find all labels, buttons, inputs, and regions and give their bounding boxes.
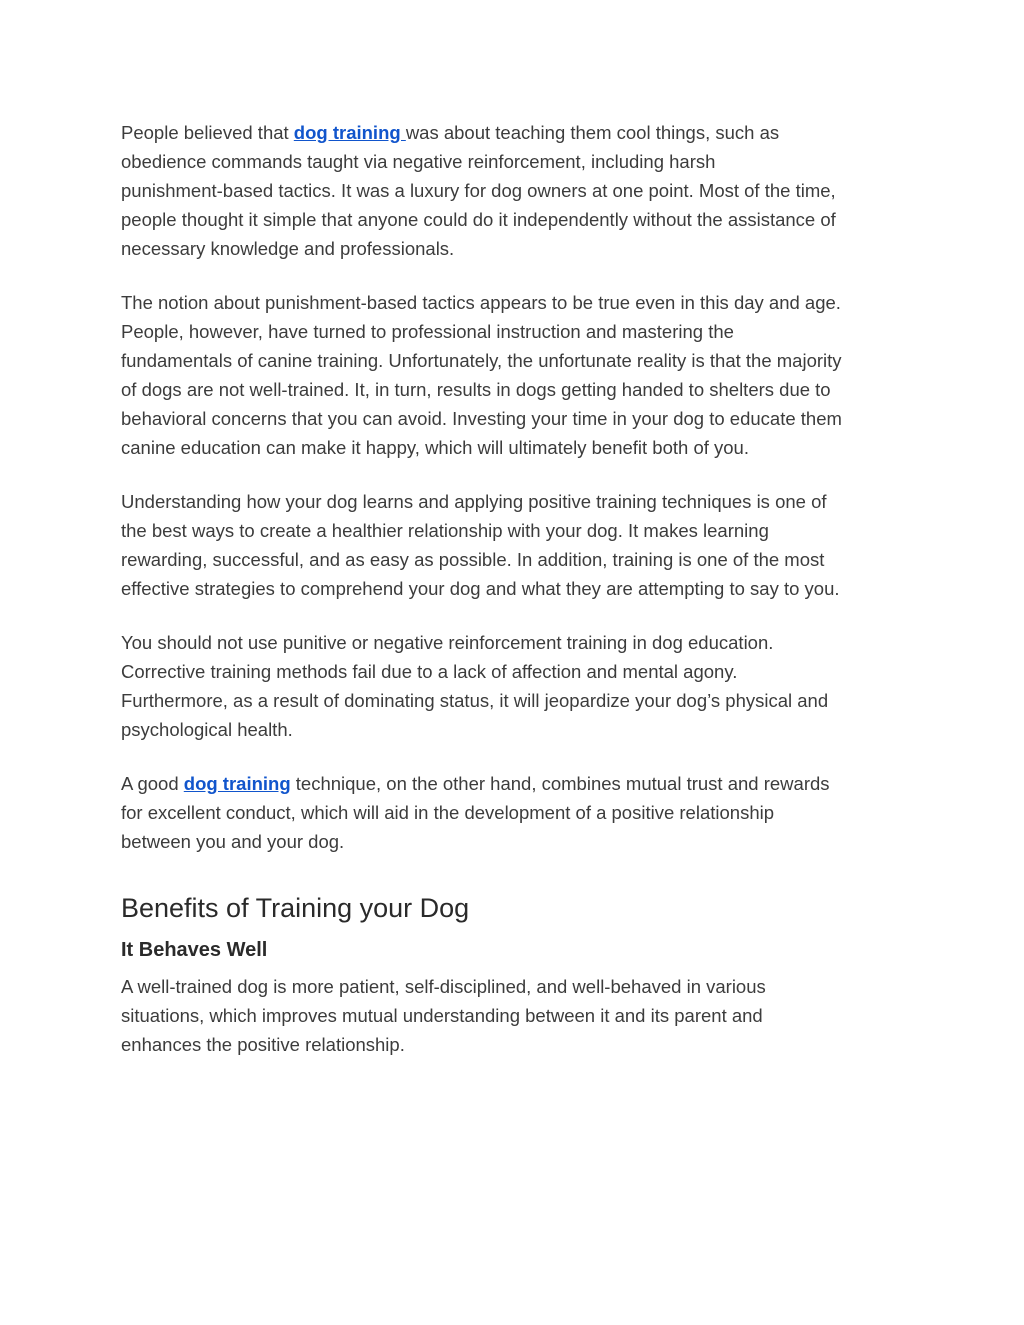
good-training-text-after: technique, on the other hand, combines mutual trust and rewards for excellent conduct, which will aid in the development of a positive relationship between you and your dog. xyxy=(121,773,830,852)
intro-paragraph xyxy=(121,118,911,263)
behaves-well-paragraph: A well-trained dog is more patient, self-disciplined, and well-behaved in various situations, which improves mutual understanding between it and its parent and enhances the positive relationship. xyxy=(121,976,766,1055)
section-heading: Benefits of Training your Dog xyxy=(121,893,470,923)
good-training-text-before: A good xyxy=(121,773,184,794)
intro-text-before: People believed that xyxy=(121,122,294,143)
punishment-paragraph: The notion about punishment-based tactics appears to be true even in this day and age. People, however, have turned to professional instruction and mastering the fundamentals of canine training. Unfortunately, the unfortunate reality is that the majority of dogs are not well-trained. It, in turn, results in dogs getting handed to shelters due to behavioral concerns that you can avoid. Investing your time in your dog to educate them canine education can make it happy, which will ultimately benefit both of you. xyxy=(121,292,842,458)
intro-text-after: was about teaching them cool things, such as obedience commands taught via negative reinforcement, including harsh punishment-based tactics. It was a luxury for dog owners at one point. Most of the time, people thought it simple that anyone could do it independently without the assistance of necessary knowledge and professionals. xyxy=(121,122,836,259)
dog-training-link-2[interactable]: dog training xyxy=(183,773,291,794)
understanding-paragraph: Understanding how your dog learns and applying positive training techniques is one of the best ways to create a healthier relationship with your dog. It makes learning rewarding, successful, and as easy as possible. In addition, training is one of the most effective strategies to comprehend your dog and what they are attempting to say to you. xyxy=(121,491,840,599)
document-page xyxy=(121,118,911,1084)
dog-training-link[interactable]: dog training xyxy=(293,122,406,143)
good-training-paragraph xyxy=(121,769,911,856)
negative-reinforcement-paragraph: You should not use punitive or negative reinforcement training in dog education. Corrective training methods fail due to a lack of affection and mental agony. Furthermore, as a result of dominating status, it will jeopardize your dog’s physical and psychological health. xyxy=(121,632,829,740)
subsection-heading: It Behaves Well xyxy=(121,939,268,961)
